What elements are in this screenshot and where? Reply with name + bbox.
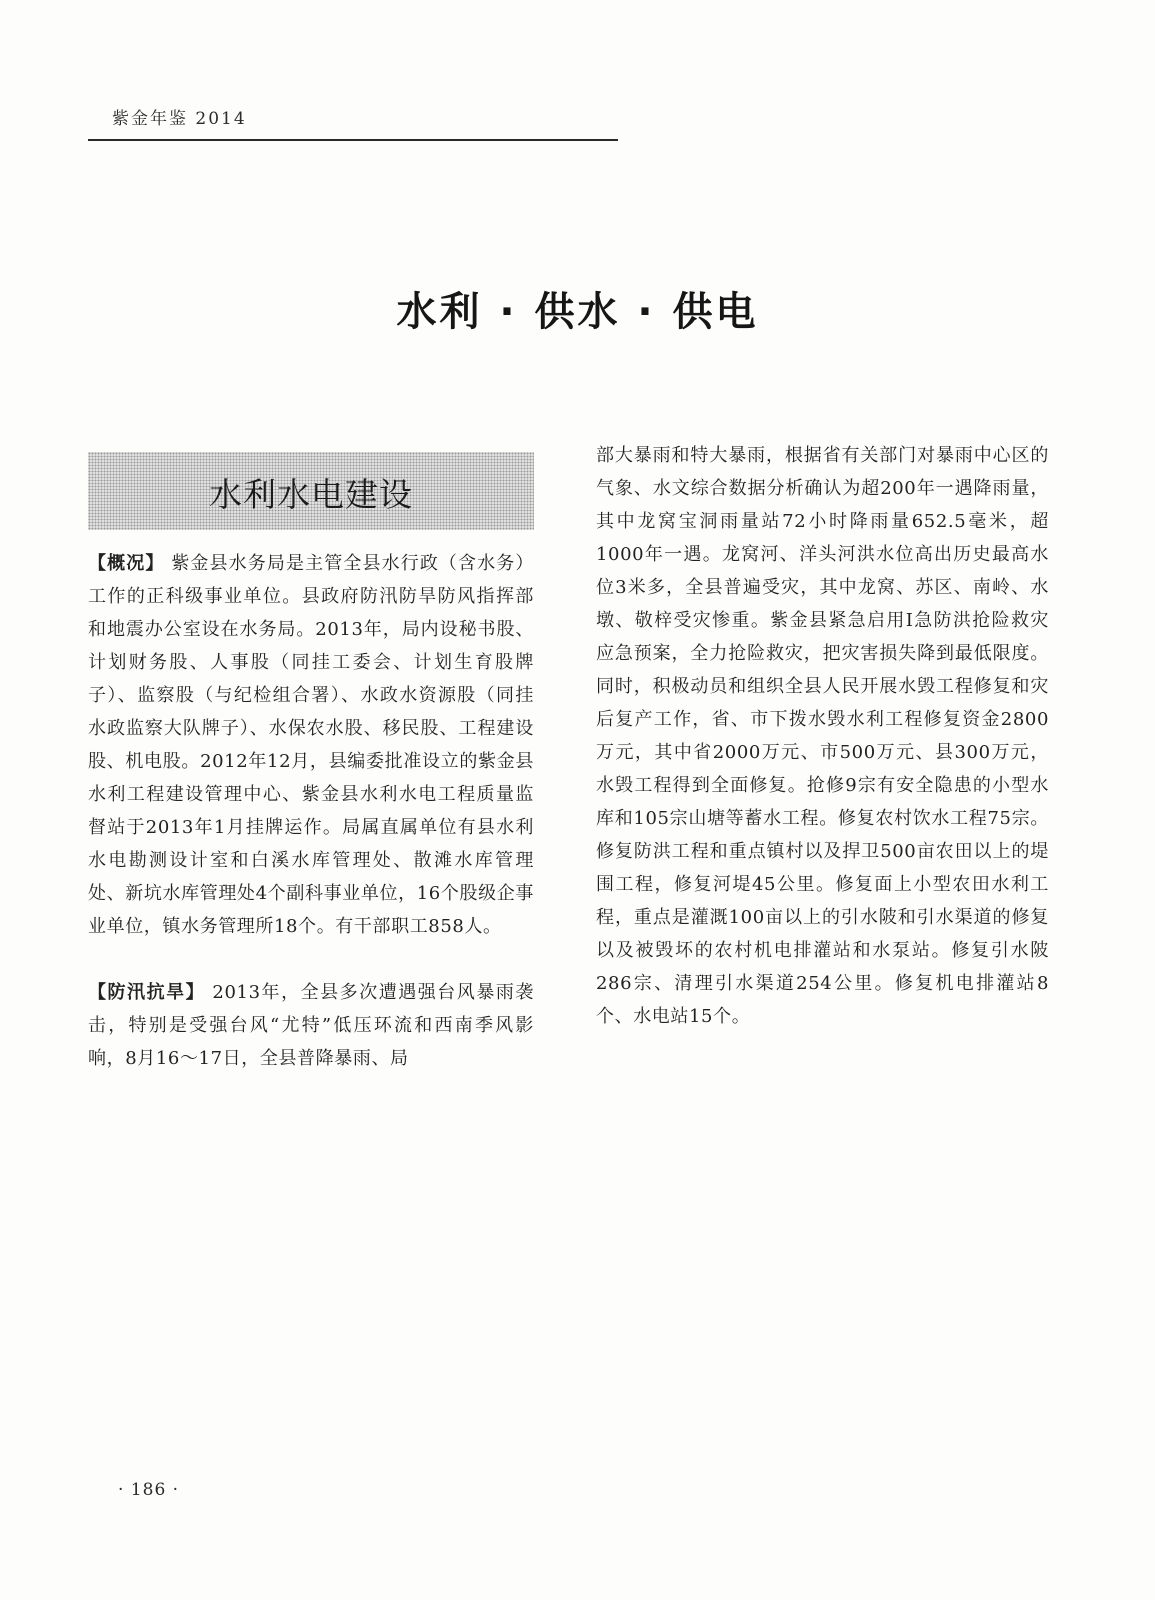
right-column: [596, 439, 1049, 1033]
paragraph-flood-control-continued: 部大暴雨和特大暴雨，根据省有关部门对暴雨中心区的气象、水文综合数据分析确认为超200年一遇降雨量，其中龙窝宝洞雨量站72小时降雨量652.5毫米，超1000年一遇。龙窝河、洋头河洪水位高出历史最高水位3米多，全县普遍受灾，其中龙窝、苏区、南岭、水墩、敬梓受灾惨重。紫金县紧急启用Ⅰ急防洪抢险救灾应急预案，全力抢险救灾，把灾害损失降到最低限度。同时，积极动员和组织全县人民开展水毁工程修复和灾后复产工作，省、市下拨水毁水利工程修复资金2800万元，其中省2000万元、市500万元、县300万元，水毁工程得到全面修复。抢修9宗有安全隐患的小型水库和105宗山塘等蓄水工程。修复农村饮水工程75宗。修复防洪工程和重点镇村以及捍卫500亩农田以上的堤围工程，修复河堤45公里。修复面上小型农田水利工程，重点是灌溉100亩以上的引水陂和引水渠道的修复以及被毁坏的农村机电排灌站和水泵站。修复引水陂286宗、清理引水渠道254公里。修复机电排灌站8个、水电站15个。: [596, 445, 1049, 1027]
running-head: 紫金年鉴 2014: [112, 109, 247, 129]
entry-tag-flood-control: 【防汛抗旱】: [88, 982, 206, 1003]
page-number: · 186 ·: [118, 1480, 180, 1500]
section-heading-box: [88, 452, 534, 530]
paragraph-flood-control-text-left: 2013年，全县多次遭遇强台风暴雨袭击，特别是受强台风“尤特”低压环流和西南季风影响，8月16～17日，全县普降暴雨、局: [88, 982, 534, 1069]
paragraph-overview-text: 紫金县水务局是主管全县水行政（含水务）工作的正科级事业单位。县政府防汛防旱防风指挥部和地震办公室设在水务局。2013年，局内设秘书股、计划财务股、人事股（同挂工委会、计划生育股牌子）、监察股（与纪检组合署）、水政水资源股（同挂水政监察大队牌子）、水保农水股、移民股、工程建设股、机电股。2012年12月，县编委批准设立的紫金县水利工程建设管理中心、紫金县水利水电工程质量监督站于2013年1月挂牌运作。局属直属单位有县水利水电勘测设计室和白溪水库管理处、散滩水库管理处、新坑水库管理处4个副科事业单位，16个股级企事业单位，镇水务管理所18个。有干部职工858人。: [88, 553, 534, 937]
paragraph-flood-control: [88, 976, 534, 1075]
header-rule: [88, 139, 618, 141]
entry-tag-overview: 【概况】: [88, 553, 165, 574]
paragraph-overview: [88, 547, 534, 943]
chapter-title: 水利 · 供水 · 供电: [396, 289, 759, 335]
left-column: [88, 547, 534, 1075]
section-title: 水利水电建设: [209, 475, 413, 514]
